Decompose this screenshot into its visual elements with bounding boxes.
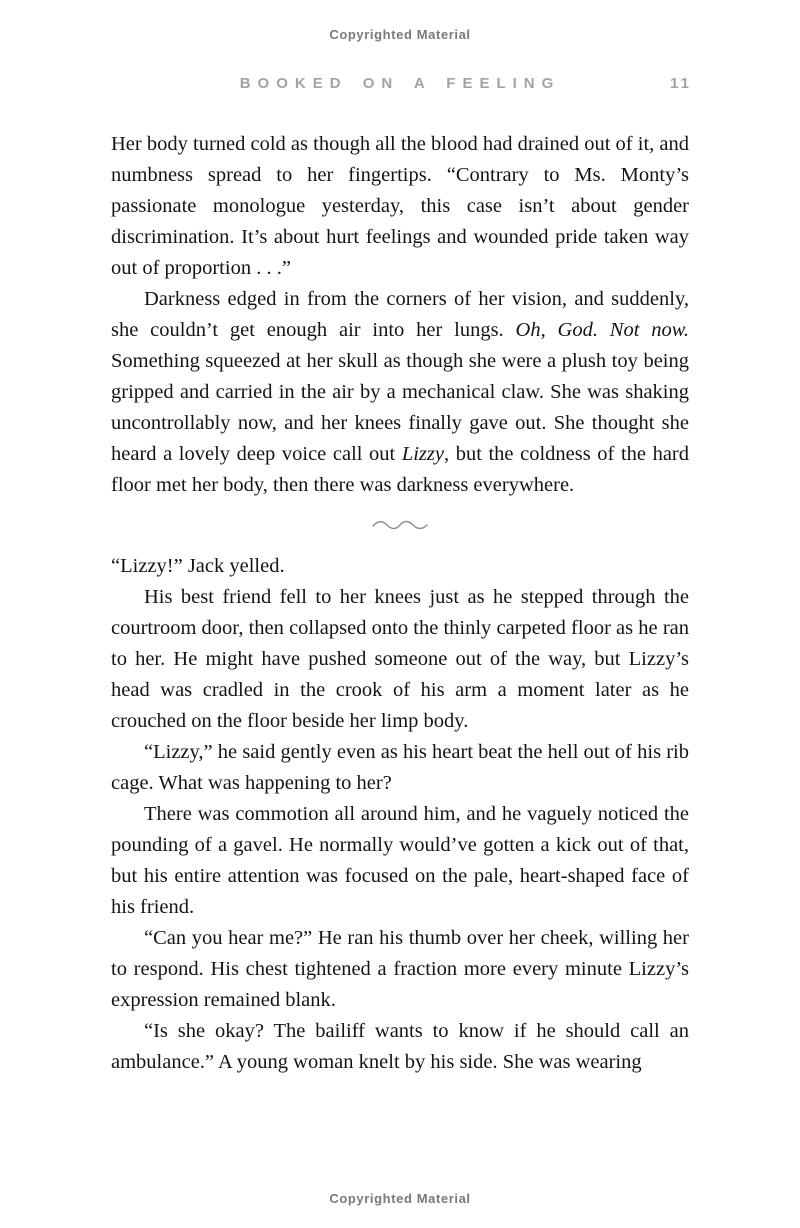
paragraph: [111, 551, 689, 582]
body-text: Something squeezed at her skull as though she were a plush toy being gripped and carried in the air by a mechanical claw. She was shaking uncontrollably now, and her knees finally gave out. She thought she heard a lovely deep voice call out: [111, 350, 689, 465]
page-header: [112, 75, 692, 93]
paragraph: [111, 1016, 689, 1078]
body-text: His best friend fell to her knees just as he stepped through the courtroom door, then collapsed onto the thinly carpeted floor as he ran to her. He might have pushed someone out of the way, but Lizzy’s head was cradled in the crook of his arm a moment later as he crouched on the floor beside her limp body.: [111, 586, 689, 732]
paragraph: [111, 582, 689, 737]
body-text: “Lizzy!” Jack yelled.: [111, 555, 285, 577]
italic-text: Lizzy: [401, 443, 444, 465]
text-section-2: [111, 551, 689, 1078]
body-text: “Can you hear me?” He ran his thumb over her cheek, willing her to respond. His chest tightened a fraction more every minute Lizzy’s expression remained blank.: [111, 927, 689, 1011]
squiggle-ornament: [371, 517, 429, 533]
body-text: , but the coldness of the hard floor met her body, then there was darkness everywhere.: [111, 443, 689, 496]
copyright-notice-top: Copyrighted Material: [329, 27, 471, 42]
body-text: Her body turned cold as though all the blood had drained out of it, and numbness spread to her fingertips. “Contrary to Ms. Monty’s passionate monologue yesterday, this case isn’t about gender discrimination. It’s about hurt feelings and wounded pride taken way out of proportion . . .”: [111, 133, 689, 279]
copyright-notice-bottom: Copyrighted Material: [329, 1191, 471, 1206]
body-text: “Lizzy,” he said gently even as his heart beat the hell out of his rib cage. What was happening to her?: [111, 741, 689, 794]
paragraph: [111, 129, 689, 284]
paragraph: [111, 923, 689, 1016]
page-content: [111, 129, 689, 1078]
book-title: BOOKED ON A FEELING: [239, 75, 561, 92]
paragraph: [111, 284, 689, 501]
paragraph: [111, 799, 689, 923]
body-text: There was commotion all around him, and he vaguely noticed the pounding of a gavel. He normally would’ve gotten a kick out of that, but his entire attention was focused on the pale, heart-shaped face of his friend.: [111, 803, 689, 918]
text-section-1: [111, 129, 689, 501]
page-number: 11: [670, 75, 692, 92]
paragraph: [111, 737, 689, 799]
italic-text: Oh, God. Not now.: [515, 319, 689, 341]
body-text: “Is she okay? The bailiff wants to know if he should call an ambulance.” A young woman knelt by his side. She was wearing: [111, 1020, 689, 1073]
body-text: Darkness edged in from the corners of her vision, and suddenly, she couldn’t get enough air into her lungs.: [111, 288, 689, 341]
scene-break: [111, 517, 689, 533]
